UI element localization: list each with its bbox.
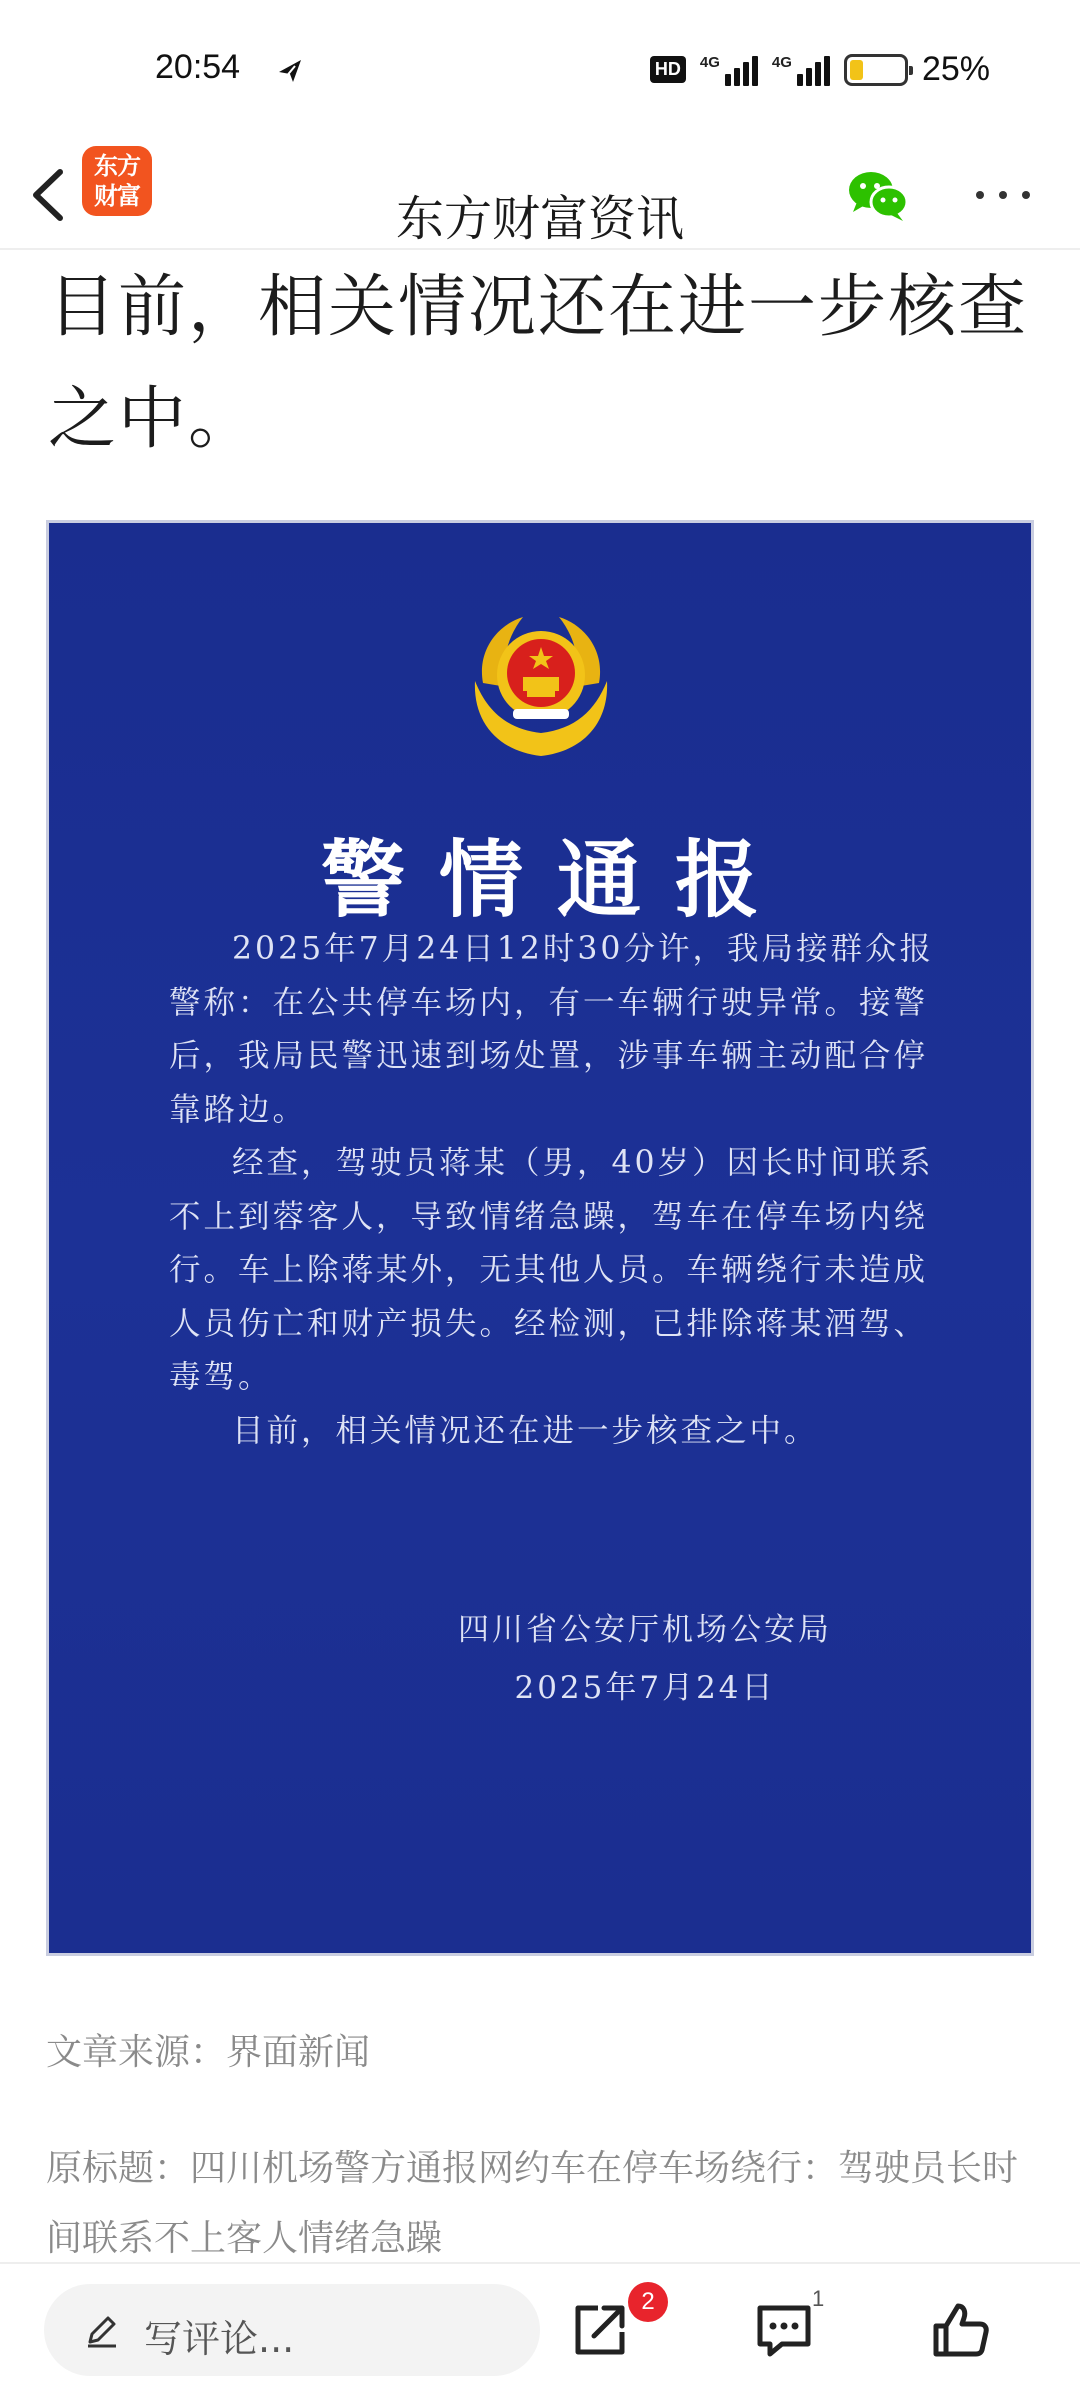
status-bar [0,0,1080,140]
like-icon[interactable] [928,2298,992,2362]
status-indicators [650,50,990,89]
status-time: 20:54 [155,48,241,86]
battery-level [850,60,863,80]
battery-icon [844,54,908,86]
police-notice-image [46,520,1034,1956]
hd-voice-badge: HD [650,56,686,83]
app-logo: 东方 财富 [82,146,152,216]
header-title: 东方财富资讯 [395,191,684,247]
comment-input[interactable] [44,2284,540,2376]
wechat-share-icon[interactable] [845,168,911,224]
comment-placeholder: 写评论... [144,2317,295,2361]
notice-paragraph: 经查，驾驶员蒋某（男，40岁）因长时间联系不上到蓉客人，导致情绪急躁，驾车在停车场内绕行。车上除蒋某外，无其他人员。车辆绕行未造成人员伤亡和财产损失。经检测，已排除蒋某酒驾、毒驾。 [169,1145,934,1395]
app-header [0,140,1080,250]
notice-title: 警情通报 [320,830,793,929]
notice-body [169,923,949,1458]
article-lead-text: 目前，相关情况还在进一步核查之中。 [48,268,1029,459]
notice-paragraph: 2025年7月24日12时30分许，我局接群众报警称：在公共停车场内，有一车辆行驶异常。接警后，我局民警迅速到场处置，涉事车辆主动配合停靠路边。 [169,931,934,1128]
police-emblem-icon [467,611,615,763]
pen-icon [84,2312,120,2348]
notice-paragraph: 目前，相关情况还在进一步核查之中。 [232,1412,819,1449]
signal-icon-1: 4G [700,54,758,86]
signal-icon-2: 4G [772,54,830,86]
bottom-action-bar [0,2262,1080,2400]
battery-percent: 25% [921,50,990,88]
more-icon [976,191,984,199]
share-icon[interactable] [568,2298,632,2362]
navigation-icon [275,56,305,86]
notice-issuer: 四川省公安厅机场公安局 [458,1612,832,1648]
share-count-badge: 2 [628,2282,668,2322]
notice-date: 2025年7月24日 [514,1670,776,1706]
notice-signature [49,1601,1031,1717]
article-source: 文章来源：界面新闻 [46,2032,371,2073]
original-title: 原标题：四川机场警方通报网约车在停车场绕行：驾驶员长时间联系不上客人情绪急躁 [46,2148,1019,2259]
comment-count: 1 [812,2286,825,2311]
more-options-button[interactable] [970,180,1036,210]
comments-icon[interactable] [752,2298,816,2362]
